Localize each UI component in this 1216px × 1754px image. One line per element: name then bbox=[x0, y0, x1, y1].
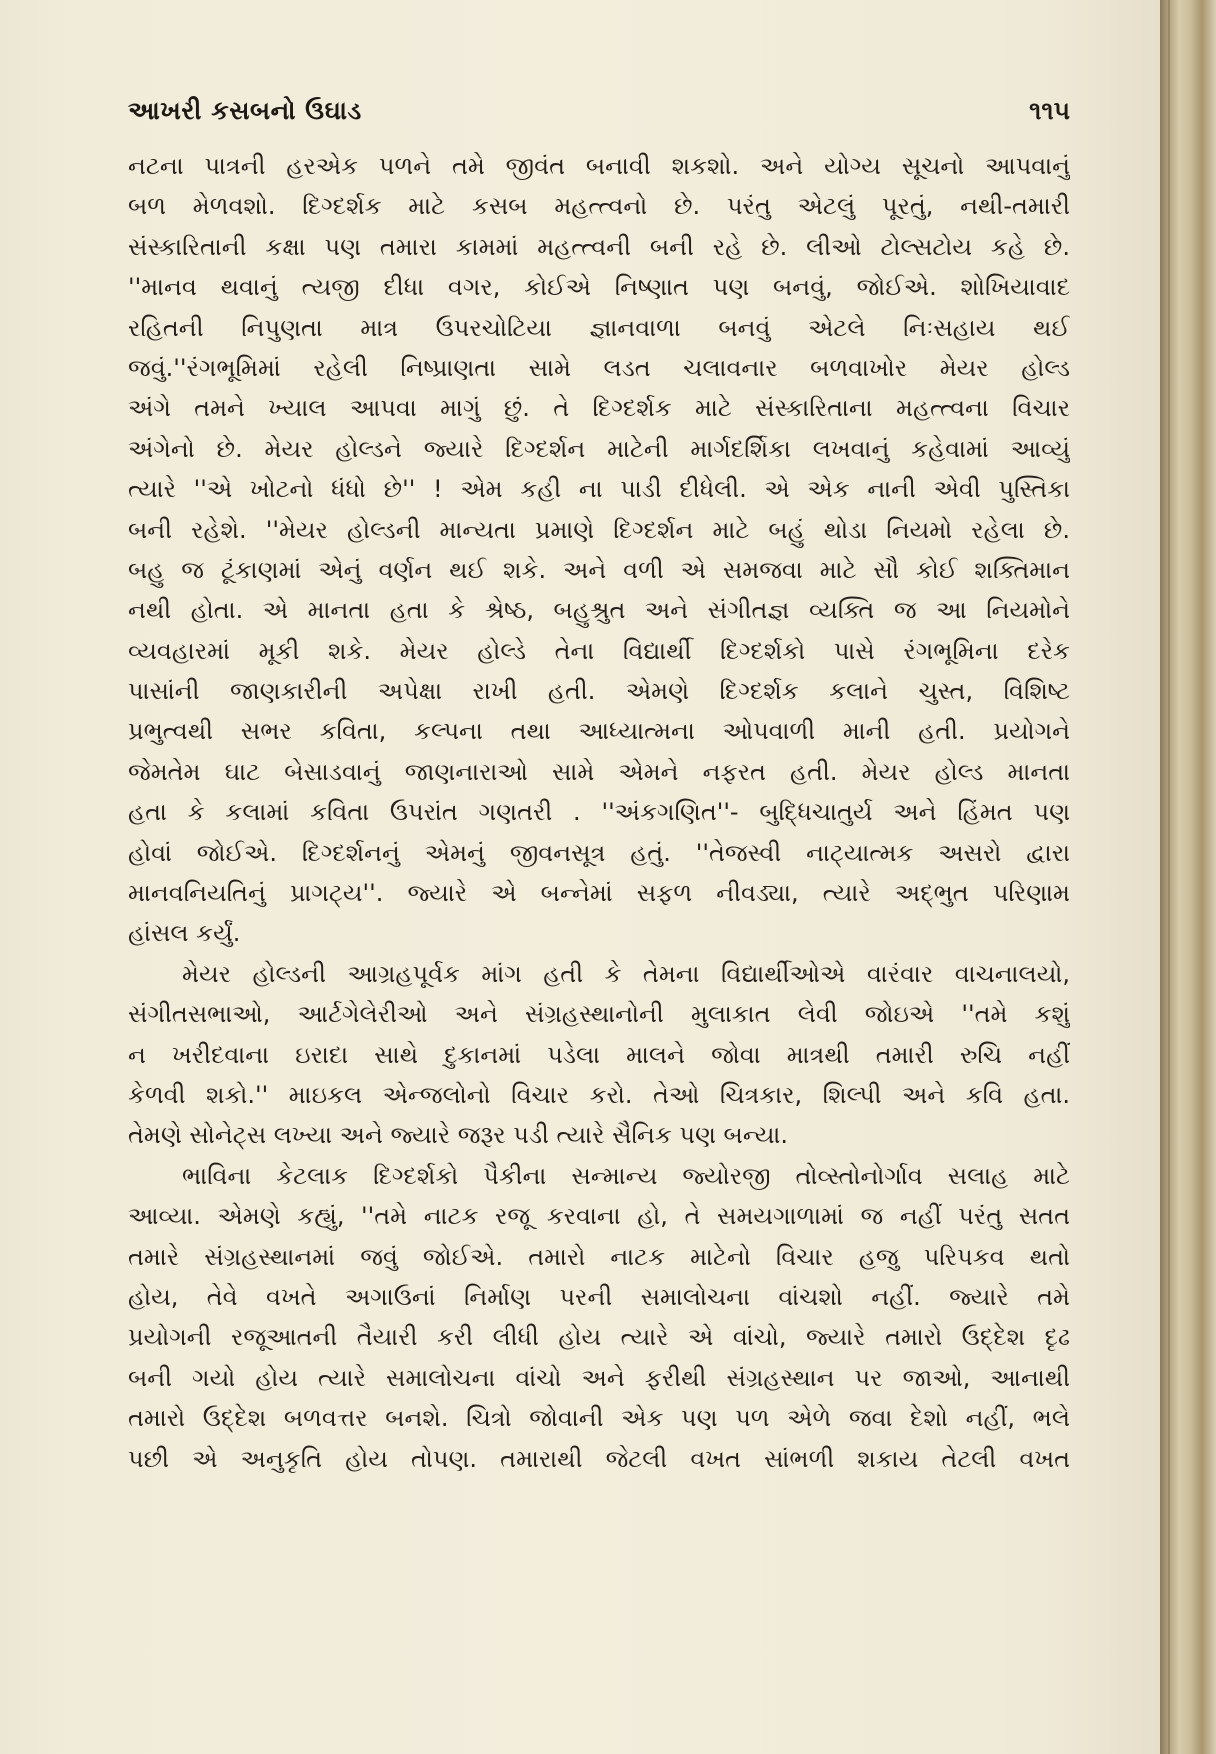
text-line: ''માનવ થવાનું ત્યજી દીધા વગર, કોઈએ નિષ્ણાત પણ બનવું, જોઈએ. શોખિયાવાદ bbox=[128, 273, 1070, 302]
text-line: નથી હોતા. એ માનતા હતા કે શ્રેષ્ઠ, બહુશ્રુત અને સંગીતજ્ઞ વ્યક્તિ જ આ નિયમોને bbox=[128, 596, 1070, 625]
text-line: બહુ જ ટૂંકાણમાં એનું વર્ણન થઈ શકે. અને વળી એ સમજવા માટે સૌ કોઈ શક્તિમાન bbox=[128, 555, 1070, 584]
text-line: તમારે સંગ્રહસ્થાનમાં જવું જોઈએ. તમારો નાટક માટેનો વિચાર હજુ પરિપકવ થતો bbox=[128, 1242, 1070, 1271]
text-line: ન ખરીદવાના ઇરાદા સાથે દુકાનમાં પડેલા માલને જોવા માત્રથી તમારી રુચિ નહીં bbox=[128, 1040, 1070, 1069]
text-line: માનવનિયતિનું પ્રાગટ્ય''. જ્યારે એ બન્નેમાં સફળ નીવડ્યા, ત્યારે અદ્ભુત પરિણામ bbox=[128, 879, 1070, 908]
text-line: વ્યવહારમાં મૂકી શકે. મેયર હોલ્ડે તેના વિદ્યાર્થી દિગ્દર્શકો પાસે રંગભૂમિના દરેક bbox=[128, 636, 1070, 665]
book-spine-edge bbox=[1160, 0, 1216, 1754]
text-line: જેમતેમ ઘાટ બેસાડવાનું જાણનારાઓ સામે એમને નફરત હતી. મેયર હોલ્ડ માનતા bbox=[128, 757, 1070, 786]
paragraph-1 bbox=[128, 146, 1070, 954]
page-number: ૧૧૫ bbox=[1029, 96, 1070, 125]
text-line: હોવાં જોઈએ. દિગ્દર્શનનું એમનું જીવનસૂત્ર હતું. ''તેજસ્વી નાટ્યાત્મક અસરો દ્વારા bbox=[128, 838, 1070, 867]
text-line: પછી એ અનુકૃતિ હોય તોપણ. તમારાથી જેટલી વખત સાંભળી શકાય તેટલી વખત bbox=[128, 1444, 1070, 1473]
text-line: આવ્યા. એમણે કહ્યું, ''તમે નાટક રજૂ કરવાના હો, તે સમયગાળામાં જ નહીં પરંતુ સતત bbox=[128, 1202, 1070, 1231]
text-line: જવું.''રંગભૂમિમાં રહેલી નિષ્પ્રાણતા સામે લડત ચલાવનાર બળવાખોર મેયર હોલ્ડ bbox=[128, 353, 1070, 382]
running-head bbox=[128, 96, 1070, 136]
paragraph-3 bbox=[128, 1156, 1070, 1479]
paragraph-2 bbox=[128, 954, 1070, 1156]
text-line: બની ગયો હોય ત્યારે સમાલોચના વાંચો અને ફરીથી સંગ્રહસ્થાન પર જાઓ, આનાથી bbox=[128, 1363, 1070, 1392]
text-line: તમારો ઉદ્દેશ બળવત્તર બનશે. ચિત્રો જોવાની એક પણ પળ એળે જવા દેશો નહીં, ભલે bbox=[128, 1404, 1070, 1433]
text-line: હોય, તેવે વખતે અગાઉનાં નિર્માણ પરની સમાલોચના વાંચશો નહીં. જ્યારે તમે bbox=[128, 1282, 1070, 1311]
chapter-title: આખરી કસબનો ઉઘાડ bbox=[128, 96, 362, 125]
text-line: પાસાંની જાણકારીની અપેક્ષા રાખી હતી. એમણે દિગ્દર્શક કલાને ચુસ્ત, વિશિષ્ટ bbox=[128, 677, 1070, 706]
text-line: મેયર હોલ્ડની આગ્રહપૂર્વક માંગ હતી કે તેમના વિદ્યાર્થીઓએ વારંવાર વાચનાલયો, bbox=[182, 959, 1070, 988]
text-line: અંગેનો છે. મેયર હોલ્ડને જ્યારે દિગ્દર્શન માટેની માર્ગદર્શિકા લખવાનું કહેવામાં આવ્યું bbox=[128, 434, 1070, 463]
text-line: નટના પાત્રની હરએક પળને તમે જીવંત બનાવી શકશો. અને યોગ્ય સૂચનો આપવાનું bbox=[128, 152, 1070, 180]
text-line: અંગે તમને ખ્યાલ આપવા માગું છું. તે દિગ્દર્શક માટે સંસ્કારિતાના મહત્ત્વના વિચાર bbox=[128, 394, 1070, 423]
text-line: રહિતની નિપુણતા માત્ર ઉપરચોટિયા જ્ઞાનવાળા બનવું એટલે નિઃસહાય થઈ bbox=[128, 313, 1070, 342]
text-line: બની રહેશે. ''મેયર હોલ્ડની માન્યતા પ્રમાણે દિગ્દર્શન માટે બહું થોડા નિયમો રહેલા છે. bbox=[128, 515, 1070, 544]
text-line: હતા કે કલામાં કવિતા ઉપરાંત ગણતરી . ''અંકગણિત''- બુદ્ધિચાતુર્ય અને હિંમત પણ bbox=[128, 798, 1070, 827]
text-line: ભાવિના કેટલાક દિગ્દર્શકો પૈકીના સન્માન્ય જ્યોરજી તોવ્સ્તોનોર્ગાવ સલાહ માટે bbox=[182, 1161, 1070, 1190]
text-line: સંગીતસભાઓ, આર્ટગેલેરીઓ અને સંગ્રહસ્થાનોની મુલાકાત લેવી જોઇએ ''તમે કશું bbox=[128, 1000, 1070, 1029]
text-line: પ્રભુત્વથી સભર કવિતા, કલ્પના તથા આધ્યાત્મના ઓપવાળી માની હતી. પ્રયોગને bbox=[128, 717, 1070, 746]
text-line: ત્યારે ''એ ખોટનો ધંધો છે'' ! એમ કહી ના પાડી દીધેલી. એ એક નાની એવી પુસ્તિકા bbox=[128, 475, 1070, 504]
text-line: કેળવી શકો.'' માઇકલ એન્જલોનો વિચાર કરો. તેઓ ચિત્રકાર, શિલ્પી અને કવિ હતા. bbox=[128, 1080, 1070, 1109]
text-line: હાંસલ કર્યું. bbox=[128, 919, 241, 948]
body-text bbox=[128, 146, 1070, 1479]
text-line: તેમણે સોનેટ્સ લખ્યા અને જ્યારે જરૂર પડી ત્યારે સૈનિક પણ બન્યા. bbox=[128, 1121, 789, 1150]
text-line: સંસ્કારિતાની કક્ષા પણ તમારા કામમાં મહત્ત્વની બની રહે છે. લીઓ ટોલ્સટોય કહે છે. bbox=[128, 232, 1070, 261]
text-line: પ્રયોગની રજૂઆતની તૈયારી કરી લીધી હોય ત્યારે એ વાંચો, જ્યારે તમારો ઉદ્દેશ દૃઢ bbox=[128, 1323, 1070, 1352]
text-line: બળ મેળવશો. દિગ્દર્શક માટે કસબ મહત્ત્વનો છે. પરંતુ એટલું પૂરતું, નથી-તમારી bbox=[128, 192, 1070, 221]
